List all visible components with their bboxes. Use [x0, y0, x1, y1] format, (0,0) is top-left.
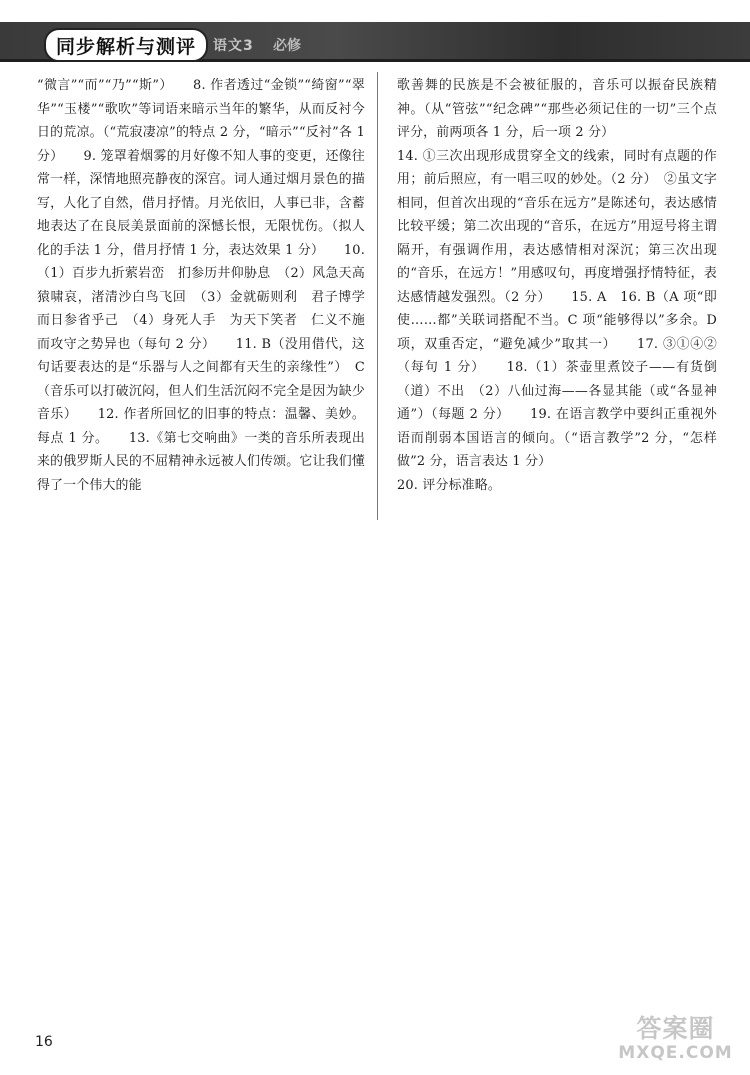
- answer-paragraph: 歌善舞的民族是不会被征服的，音乐可以振奋民族精神。（从“管弦”“纪念碑”“那些必须记住的一切”三个点评分，前两项各 1 分，后一项 2 分）: [397, 78, 717, 140]
- subject-label: 语文3: [213, 38, 254, 54]
- column-divider: [377, 72, 378, 520]
- edition-label: 必修: [273, 38, 301, 54]
- answer-column-right: [397, 74, 717, 497]
- watermark-logo-text: 答案圈: [636, 1014, 715, 1043]
- series-title: 同步解析与测评: [44, 28, 208, 62]
- answer-column-left: [37, 74, 365, 497]
- watermark-domain: MXQE.COM: [618, 1043, 733, 1063]
- page-number: 16: [35, 1034, 53, 1050]
- watermark-logo: [608, 1010, 743, 1068]
- answer-paragraph: “微言”“而”“乃”“斯”） 8. 作者透过“金锁”“绮窗”“翠华”“玉楼”“歌吹”等词语来暗示当年的繁华，从而反衬今日的荒凉。（“荒寂凄凉”的特点 2 分，“暗示”“反衬”各 1 分） 9. 笼罩着烟雾的月好像不知人事的变更，还像往常一样，深情地照亮静夜的深宫。词人通过烟月景色的描写，人化了自然，借月抒情。月光依旧，人事已非，含蓄地表达了在良辰美景面前的深憾长恨，无限忧伤。（拟人化的手法 1 分，借月抒情 1 分，表达效果 1 分） 10.（1）百步九折萦岩峦 扪参历井仰胁息 （2）风急天高猿啸哀，渚清沙白鸟飞回 （3）金就砺则利 君子博学而日参省乎己 （4）身死人手 为天下笑者 仁义不施而攻守之势异也（每句 2 分） 11. B（没用借代，这句话要表达的是“乐器与人之间都有天生的亲缘性”） C（音乐可以打破沉闷，但人们生活沉闷不完全是因为缺少音乐） 12. 作者所回忆的旧事的特点：温馨、美妙。每点 1 分。 13.《第七交响曲》一类的音乐所表现出来的俄罗斯人民的不屈精神永远被人们传颂。它让我们懂得了一个伟大的能: [37, 78, 365, 493]
- answer-paragraph: 20. 评分标准略。: [397, 477, 501, 493]
- answer-paragraph: 14. ①三次出现形成贯穿全文的线索，同时有点题的作用；前后照应，有一唱三叹的妙处。（2 分） ②虽文字相同，但首次出现的“音乐在远方”是陈述句，表达感情比较平缓；第二次出现的“音乐，在远方”用逗号将主谓隔开，有强调作用，表达感情相对深沉；第三次出现的“音乐，在远方！”用感叹句，再度增强抒情特征，表达感情越发强烈。（2 分） 15. A 16. B（A 项“即使……都”关联词搭配不当。C 项“能够得以”多余。D 项，双重否定，“避免减少”取其一） 17. ③①④②（每句 1 分） 18.（1）茶壶里煮饺子——有货倒（道）不出 （2）八仙过海——各显其能（或“各显神通”）（每题 2 分） 19. 在语言教学中要纠正重视外语而削弱本国语言的倾向。（“语言教学”2 分，“怎样做”2 分，语言表达 1 分）: [397, 148, 717, 469]
